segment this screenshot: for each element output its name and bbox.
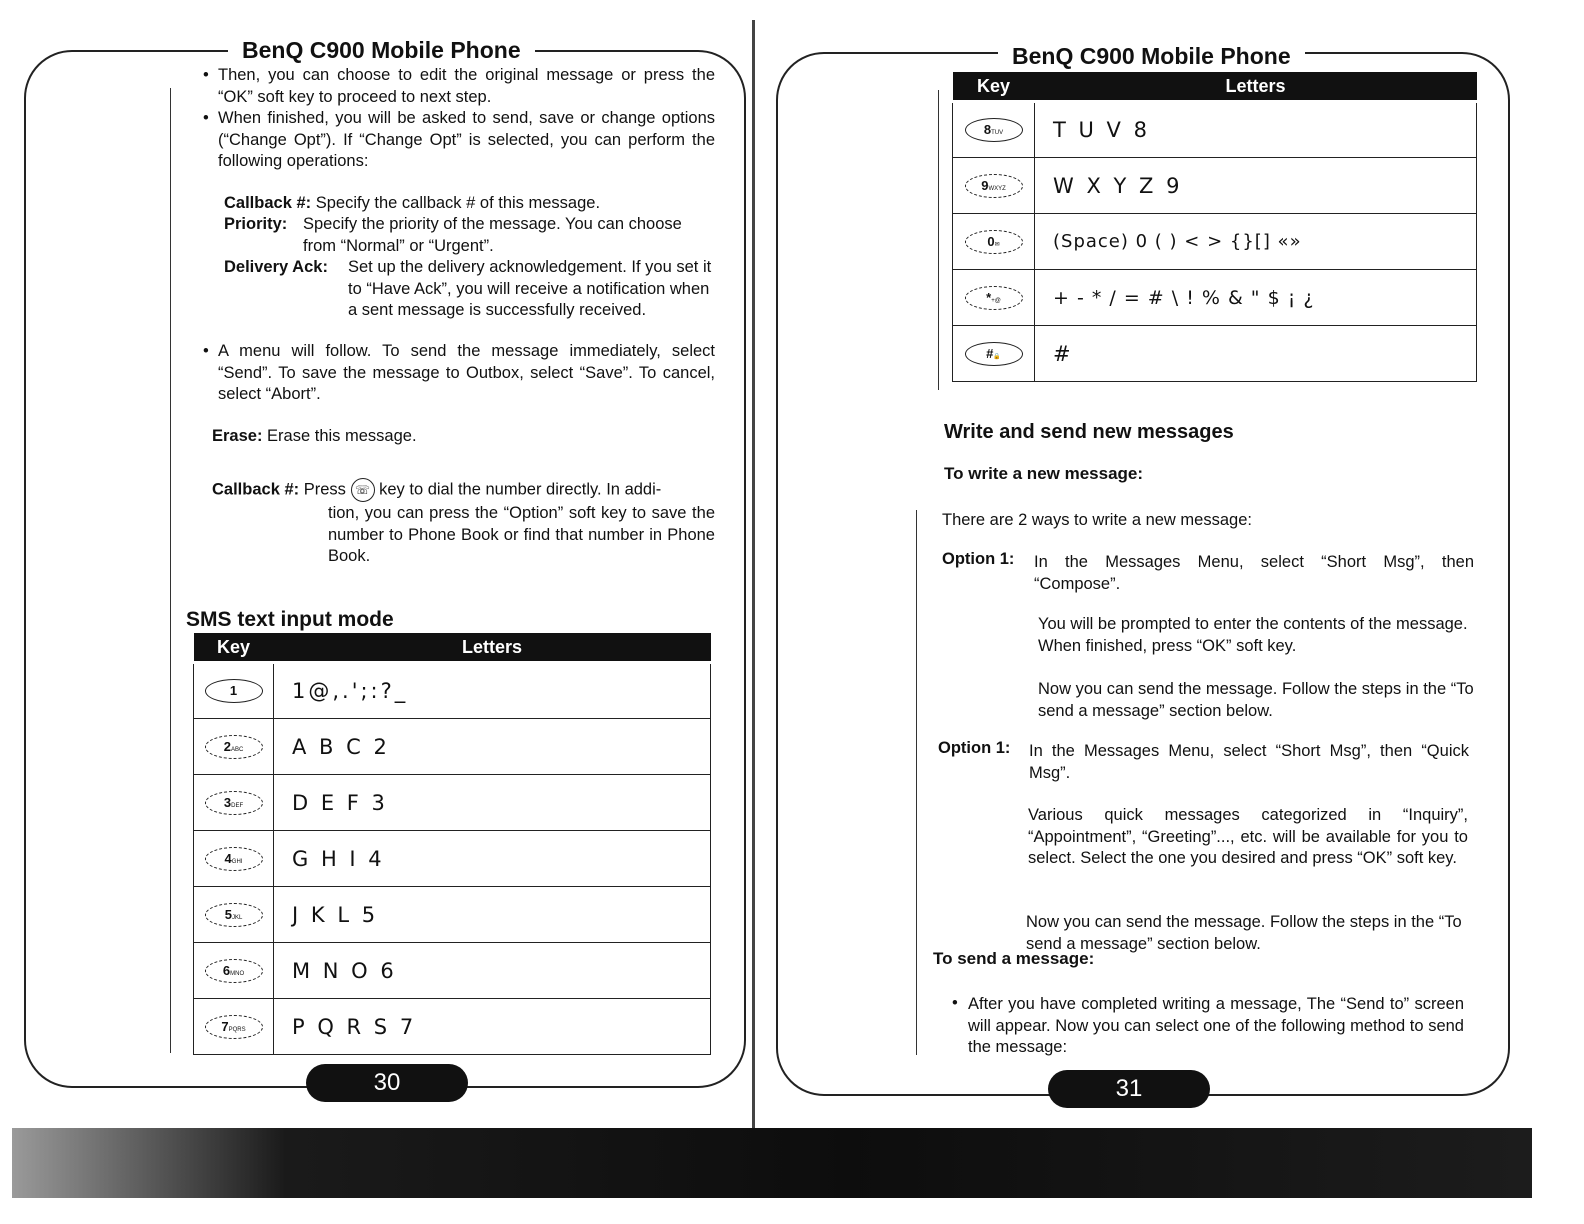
right-margin-line-top [938,90,939,390]
sms-key-table [193,633,711,1055]
letters-cell: D E F 3 [274,775,711,831]
bullet-marker: • [203,342,209,360]
letters-cell: 1@,.';:?_ [274,663,711,719]
key-4-icon: 4GHI [205,847,263,871]
letters-cell: T U V 8 [1035,102,1477,158]
letters-cell: (Space) 0 ( ) < > {}[] «» [1035,214,1477,270]
key-7-icon: 7PQRS [205,1015,263,1039]
table-row [953,158,1477,214]
key-cell [194,775,274,831]
key-6-icon: 6MNO [205,959,263,983]
left-page-header: BenQ C900 Mobile Phone [228,37,535,64]
key-cell [194,999,274,1055]
key-cell [953,326,1035,382]
option1-para-3: Now you can send the message. Follow the steps in the “To send a message” section below. [1038,680,1474,720]
key-cell [194,663,274,719]
left-page-number: 30 [306,1064,468,1102]
callback2-press: Press [303,480,346,499]
right-bullet-1: After you have completed writing a message, The “Send to” screen will appear. Now you can select one of the following method to send the message: [968,995,1464,1056]
key-star-icon: *+@ [965,286,1023,310]
write-subheading: To write a new message: [944,464,1144,483]
write-section-title: Write and send new messages [944,421,1234,443]
key-cell [953,158,1035,214]
letters-cell: W X Y Z 9 [1035,158,1477,214]
table-row [194,887,711,943]
bullet-marker: • [952,994,958,1012]
key-3-icon: 3DEF [205,791,263,815]
symbol-key-table [952,72,1477,382]
letters-cell: G H I 4 [274,831,711,887]
scan-bottom-shadow [12,1128,1532,1198]
key-cell [194,719,274,775]
priority-label: Priority: [224,215,288,233]
key-hash-icon: #🔒 [965,342,1023,366]
key-cell [194,887,274,943]
option2-para-3: Now you can send the message. Follow the steps in the “To send a message” section below. [1026,913,1462,953]
table-row [953,102,1477,158]
callback2-text-1: key to dial the number directly. In addi- [379,480,662,499]
key-column-header: Key [194,633,274,663]
table-row [194,719,711,775]
callback-option [224,193,715,215]
bullet-marker: • [203,66,209,84]
option2-para-2: Various quick messages categorized in “Inquiry”, “Appointment”, “Greeting”..., etc. will be available for you to select. Select the one you desired and press “OK” soft key. [1028,806,1468,867]
key-cell [953,270,1035,326]
left-bullet-2: When finished, you will be asked to send, save or change options (“Change Opt”). If “Change Opt” is selected, you can perform the following operations: [218,109,715,170]
callback2-label: Callback #: [212,480,300,499]
bullet-marker: • [203,109,209,127]
book-spine [752,20,755,1130]
option1-para-2: You will be prompted to enter the contents of the message. When finished, press “OK” soft key. [1038,615,1468,655]
option2-label: Option 1: [938,739,1011,757]
erase-label: Erase: [212,427,263,445]
option2-text: In the Messages Menu, select “Short Msg”, then “Quick Msg”. [1029,742,1469,782]
key-8-icon: 8TUV [965,118,1023,142]
right-margin-line [916,510,917,1055]
table-row [953,270,1477,326]
letters-cell: M N O 6 [274,943,711,999]
table-row [194,943,711,999]
left-bullet-3: A menu will follow. To send the message immediately, select “Send”. To save the message to Outbox, select “Save”. To cancel, select “Abort”. [218,342,715,403]
left-margin-line [170,88,171,1053]
key-cell [194,943,274,999]
delivery-text: Set up the delivery acknowledgement. If you set it to “Have Ack”, you will receive a notification when a sent message is successfully received. [348,258,712,319]
table-row [194,663,711,719]
key-column-header: Key [953,72,1035,102]
key-cell [194,831,274,887]
letters-cell: A B C 2 [274,719,711,775]
table-row [194,999,711,1055]
callback-label: Callback #: [224,194,312,212]
callback2-line [212,478,715,502]
key-cell [953,102,1035,158]
letters-column-header: Letters [1035,72,1477,102]
delivery-label: Delivery Ack: [224,258,328,276]
table-row [194,831,711,887]
erase-option [212,426,417,448]
table-row [953,326,1477,382]
key-2-icon: 2ABC [205,735,263,759]
key-0-icon: 0✉ [965,230,1023,254]
right-page-number: 31 [1048,1070,1210,1108]
key-5-icon: 5JKL [205,903,263,927]
callback2-text-2: tion, you can press the “Option” soft key to save the number to Phone Book or find that number in Phone Book. [328,504,715,565]
option1-text: In the Messages Menu, select “Short Msg”, then “Compose”. [1034,553,1474,593]
option1-label: Option 1: [942,550,1015,568]
priority-text: Specify the priority of the message. You can choose from “Normal” or “Urgent”. [303,215,682,255]
table-row [953,214,1477,270]
letters-cell: J K L 5 [274,887,711,943]
key-1-icon: 1 [205,679,263,703]
letters-cell: + - * / = # \ ! % & " $ ¡ ¿ [1035,270,1477,326]
table-row [194,775,711,831]
callback-text: Specify the callback # of this message. [315,194,601,212]
letters-cell: # [1035,326,1477,382]
letters-column-header: Letters [274,633,711,663]
erase-text: Erase this message. [267,427,417,445]
write-intro: There are 2 ways to write a new message: [942,511,1252,529]
call-key-icon: ☏ [351,478,375,502]
key-9-icon: 9WXYZ [965,174,1023,198]
letters-cell: P Q R S 7 [274,999,711,1055]
send-subheading: To send a message: [933,949,1095,968]
left-bullet-1: Then, you can choose to edit the original message or press the “OK” soft key to proceed to next step. [218,66,715,106]
key-cell [953,214,1035,270]
sms-section-title: SMS text input mode [186,608,394,631]
right-page-header: BenQ C900 Mobile Phone [998,43,1305,70]
